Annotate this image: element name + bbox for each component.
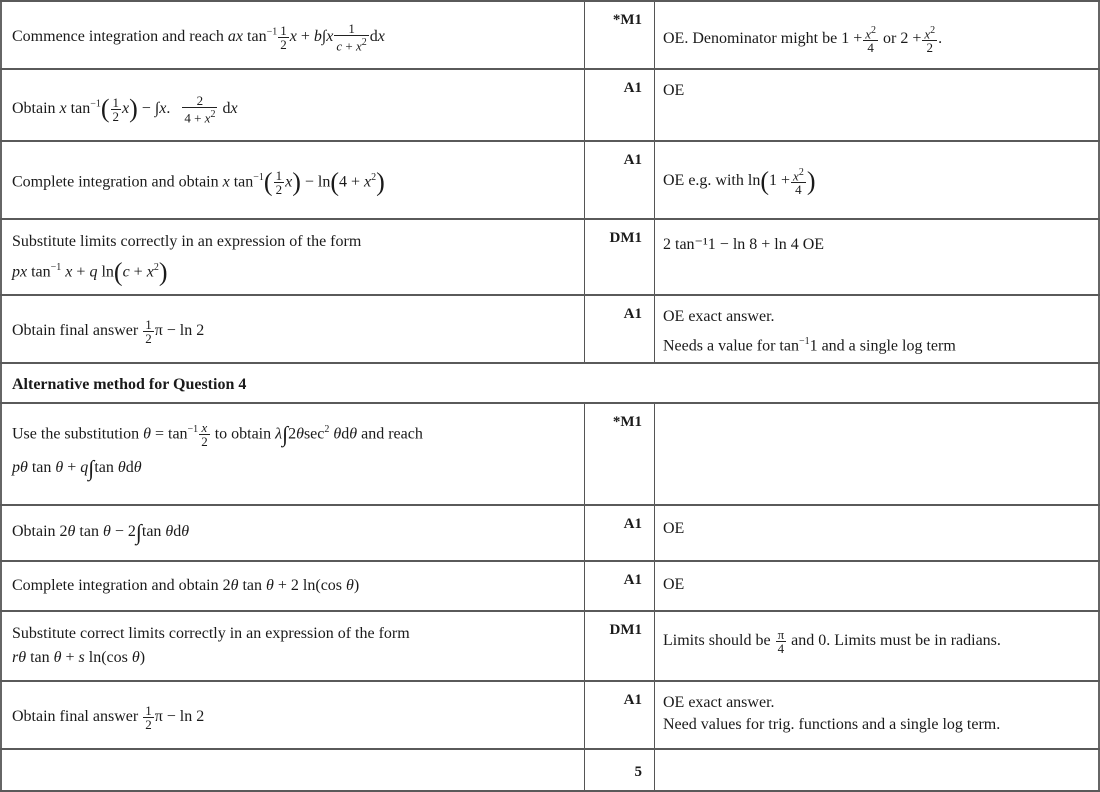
method-text: Substitute limits correctly in an expression of the form (12, 233, 362, 250)
notes-cell (654, 682, 1100, 748)
total-row (0, 748, 1100, 792)
method-text: Obtain final answer $\frac{1}{2}$ π − ln 2 (12, 317, 205, 346)
method-text: Complete integration and obtain 2θ tan θ + 2 ln(cos θ) (12, 577, 360, 594)
method-text: Use the substitution $\theta = \tan^{-1}$ $\frac{x}{2}$ to obtain λ∫2θsec$^2$ θdθ and reach (12, 420, 423, 450)
method-text: Obtain x $\tan^{-1}$( $\frac{1}{2}$ x) − ∫x. $\frac{2}{4 + x^2}$ dx (12, 93, 238, 126)
method-text: Obtain 2θ tan θ − 2∫tan θdθ (12, 519, 190, 545)
note-text: OE. Denominator might be 1 + $\frac{x^2}{4}$ or 2 + $\frac{x^2}{2}$ . (663, 25, 943, 56)
mark-label: A1 (623, 516, 642, 532)
method-math: pθ tan θ + q∫tan θdθ (12, 455, 142, 481)
method-cell (0, 220, 584, 294)
note-text-line2: Need values for trig. functions and a single log term. (663, 716, 1001, 733)
notes-cell (654, 296, 1100, 362)
mark-label: A1 (623, 152, 642, 168)
table-row (0, 504, 1100, 560)
notes-cell (654, 612, 1100, 680)
method-cell (0, 750, 584, 790)
table-row (0, 402, 1100, 504)
notes-cell (654, 220, 1100, 294)
notes-cell (654, 562, 1100, 610)
notes-cell (654, 142, 1100, 218)
table-row (0, 610, 1100, 680)
note-text: OE (663, 576, 685, 593)
mark-label: A1 (623, 80, 642, 96)
method-cell (0, 70, 584, 140)
notes-cell (654, 70, 1100, 140)
method-math: rθ tan θ + s ln(cos θ) (12, 649, 146, 666)
mark-cell (584, 562, 654, 610)
section-heading: Alternative method for Question 4 (12, 376, 247, 393)
mark-label: *M1 (612, 12, 642, 28)
table-row (0, 294, 1100, 362)
method-cell (0, 296, 584, 362)
table-row (0, 0, 1100, 68)
method-cell (0, 404, 584, 504)
mark-cell (584, 612, 654, 680)
mark-cell (584, 750, 654, 790)
notes-cell (654, 506, 1100, 560)
mark-cell (584, 506, 654, 560)
table-row (0, 68, 1100, 140)
table-row (0, 560, 1100, 610)
method-math: px $\tan^{-1} x + q$ $\ln(c + x^2)$ (12, 257, 168, 287)
notes-cell (654, 750, 1100, 790)
mark-cell (584, 682, 654, 748)
note-text: OE exact answer. (663, 308, 775, 325)
method-text: Obtain final answer $\frac{1}{2}$ π − ln 2 (12, 703, 205, 732)
method-cell (0, 2, 584, 68)
mark-cell (584, 2, 654, 68)
note-text: Limits should be $\frac{\pi}{4}$ and 0. Limits must be in radians. (663, 627, 1001, 656)
method-text: Complete integration and obtain x $\tan^{-1}$( $\frac{1}{2}$ $x) - \ln(4 + x^2)$ (12, 167, 385, 198)
mark-cell (584, 220, 654, 294)
mark-cell (584, 70, 654, 140)
heading-cell (0, 364, 1100, 402)
mark-label: A1 (623, 692, 642, 708)
method-cell (0, 562, 584, 610)
total-mark: 5 (634, 764, 642, 780)
mark-label: DM1 (609, 622, 642, 638)
mark-label: DM1 (609, 230, 642, 246)
section-heading-row (0, 362, 1100, 402)
note-text: 2 tan⁻¹1 − ln 8 + ln 4 OE (663, 236, 825, 253)
method-cell (0, 682, 584, 748)
table-row (0, 680, 1100, 748)
mark-label: *M1 (612, 414, 642, 430)
method-cell (0, 142, 584, 218)
note-text: OE (663, 82, 685, 99)
mark-cell (584, 404, 654, 504)
note-text-line2: Needs a value for $\tan^{-1}1$ and a single log term (663, 336, 956, 355)
method-cell (0, 506, 584, 560)
notes-cell (654, 404, 1100, 504)
note-text: OE (663, 520, 685, 537)
mark-label: A1 (623, 572, 642, 588)
note-text: OE exact answer. (663, 694, 775, 711)
table-row (0, 218, 1100, 294)
note-text: OE e.g. with ln(1 + $\frac{x^2}{4}$ ) (663, 166, 816, 198)
mark-label: A1 (623, 306, 642, 322)
mark-cell (584, 296, 654, 362)
method-text: Commence integration and reach ax $\tan^{-1}$ $\frac{1}{2}$ x + b∫x $\frac{1}{c + x^2}$ dx (12, 21, 385, 54)
table-row (0, 140, 1100, 218)
method-cell (0, 612, 584, 680)
mark-cell (584, 142, 654, 218)
notes-cell (654, 2, 1100, 68)
method-text: Substitute correct limits correctly in an expression of the form (12, 625, 410, 642)
